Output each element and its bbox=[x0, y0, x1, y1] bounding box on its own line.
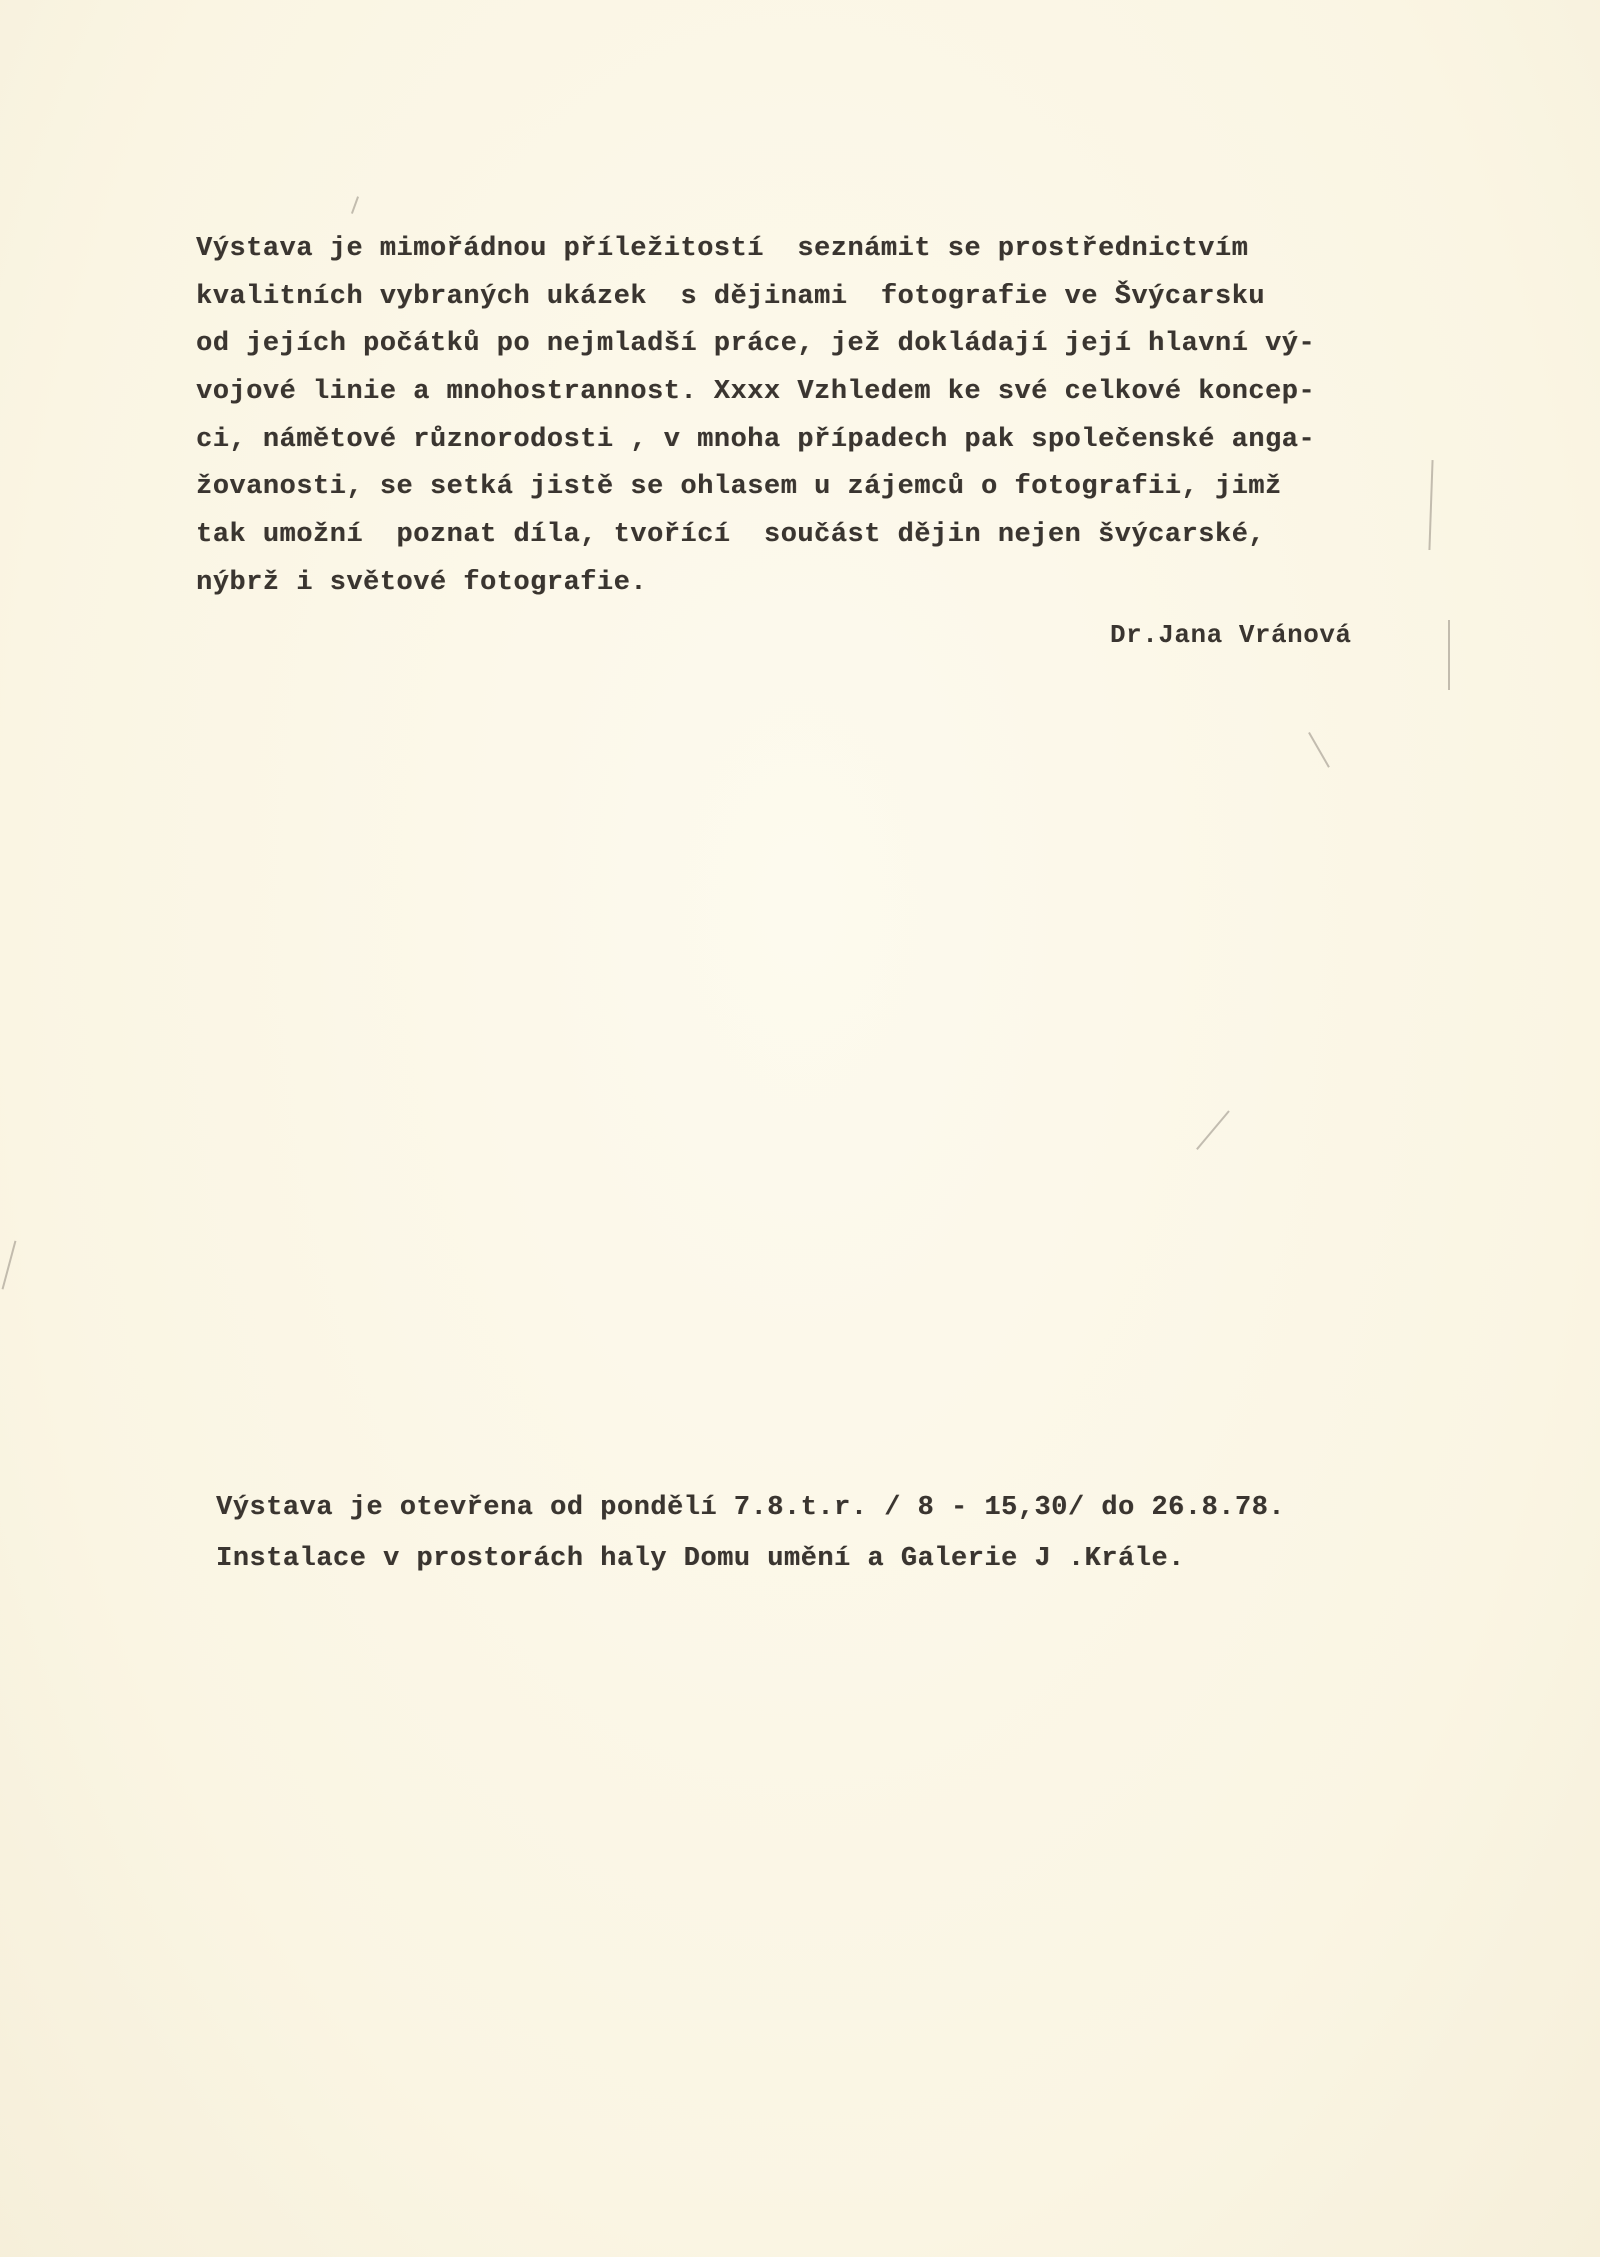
letter-line: žovanosti, se setká jistě se ohlasem u zájemců o fotografii, jimž bbox=[196, 472, 1282, 503]
paper-mark bbox=[1428, 460, 1433, 550]
letter-line: od jejích počátků po nejmladší práce, jež dokládají její hlavní vý- bbox=[196, 329, 1316, 360]
letter-line: tak umožní poznat díla, tvořící součást dějin nejen švýcarské, bbox=[196, 520, 1265, 551]
opening-hours-line: Výstava je otevřena od pondělí 7.8.t.r. / 8 - 15,30/ do 26.8.78. bbox=[216, 1493, 1285, 1523]
letter-line: Výstava je mimořádnou příležitostí seznámit se prostřednictvím bbox=[196, 234, 1249, 264]
paper-mark bbox=[1308, 732, 1329, 767]
installation-line: Instalace v prostorách haly Domu umění a Galerie J .Krále. bbox=[216, 1544, 1185, 1574]
paper-mark bbox=[1448, 620, 1450, 690]
letter-line: kvalitních vybraných ukázek s dějinami fotografie ve Švýcarsku bbox=[196, 281, 1265, 312]
signature: Dr.Jana Vránová bbox=[1110, 620, 1352, 650]
paper-mark bbox=[351, 196, 359, 213]
paper-mark bbox=[1196, 1110, 1229, 1149]
paper-mark bbox=[2, 1241, 16, 1290]
letter-line: vojové linie a mnohostrannost. Xxxx Vzhledem ke své celkové koncep- bbox=[196, 377, 1316, 408]
exhibition-info bbox=[216, 1483, 1466, 1585]
letter-body bbox=[196, 226, 1396, 608]
letter-line: ci, námětové různorodosti , v mnoha případech pak společenské anga- bbox=[196, 424, 1316, 455]
letter-line: nýbrž i světové fotografie. bbox=[196, 567, 647, 598]
